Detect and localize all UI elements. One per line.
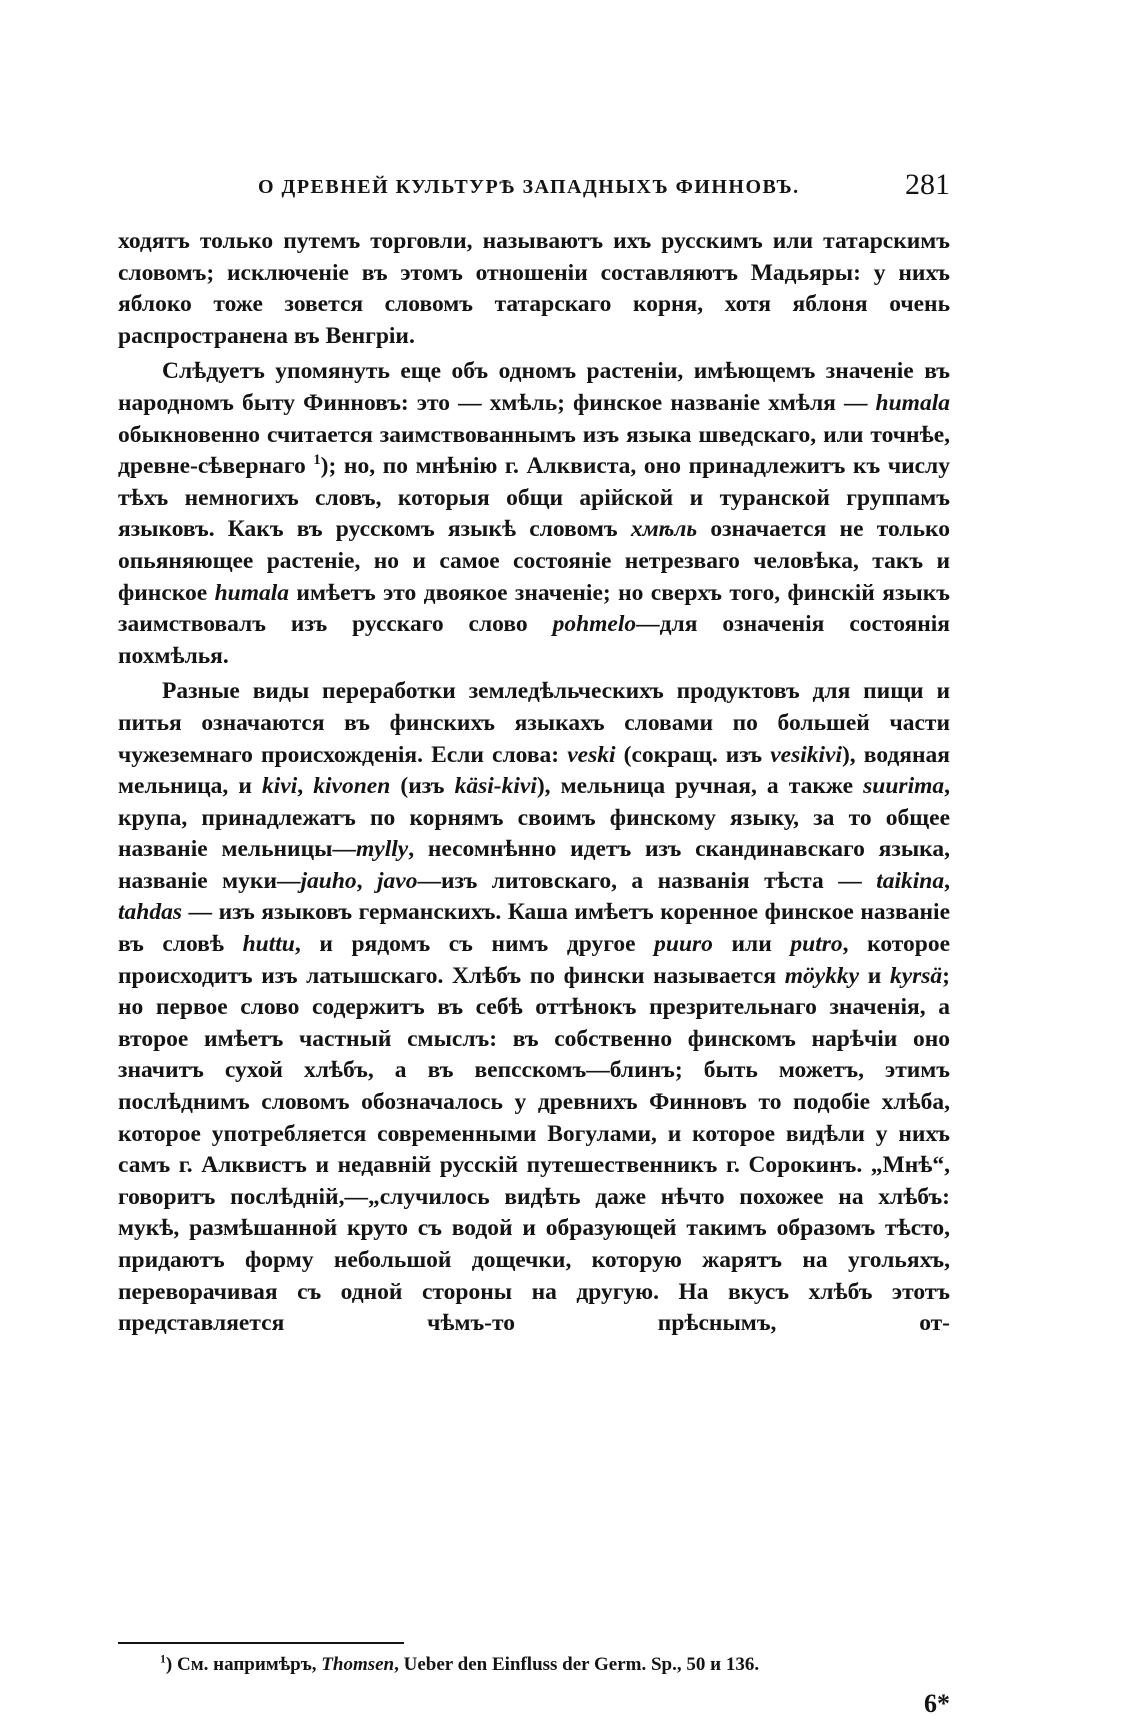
italic-term: хмѣль (630, 516, 698, 543)
signature-mark: 6* (924, 1689, 950, 1718)
footnote-rule (118, 1642, 404, 1644)
italic-term: veski (567, 741, 616, 768)
paragraph-text: ); но, по мнѣнію г. Алквиста, оно принадлежитъ къ числу тѣхъ немногихъ словъ, которыя общи арійской и туранской группамъ языковъ. Какъ въ русскомъ языкѣ словомъ (118, 453, 950, 543)
italic-term: käsi-kivi (454, 773, 537, 800)
paragraph-text: —изъ литовскаго, а названія тѣста — (417, 867, 877, 894)
italic-term: möykky (784, 962, 860, 989)
footnote-marker: 1 (160, 1652, 166, 1666)
paragraph-p2 (118, 356, 950, 672)
paragraph-text: (изъ (390, 773, 455, 800)
italic-term: suurima (863, 773, 945, 800)
italic-term: kyrsä (889, 962, 943, 989)
italic-term: taikina (876, 867, 945, 894)
footnote (160, 1652, 950, 1678)
paragraph-text: , крупа, принадлежатъ по корнямъ своимъ финскому языку, за то общее названіе мельницы— (118, 773, 951, 863)
paragraph-text: Слѣдуетъ упомянуть еще объ одномъ растеніи, имѣющемъ значеніе въ народномъ быту Финновъ: это — хмѣль; финское названіе хмѣля — (118, 358, 950, 416)
paragraph-text: , (944, 867, 951, 894)
italic-term: humala (875, 389, 950, 416)
paragraph-text: или (712, 931, 791, 958)
running-title: О ДРЕВНЕЙ КУЛЬТУРѢ ЗАПАДНЫХЪ ФИННОВЪ. (258, 176, 800, 198)
italic-term: mylly (355, 836, 409, 863)
italic-term: jauho (300, 867, 357, 894)
body-text (118, 226, 950, 1340)
footnote-text-after: , Ueber den Einfluss der Germ. Sp., 50 и 136. (394, 1654, 760, 1675)
paragraph-text: —для означенія состоянія похмѣлья. (118, 611, 950, 669)
paragraph-text: — изъ языковъ германскихъ. Каша имѣетъ коренное финское названіе въ словѣ (118, 899, 950, 958)
page-number: 281 (905, 168, 950, 201)
paragraph-text: , (356, 867, 378, 894)
paragraph-text: , которое происходитъ изъ латышскаго. Хлѣбъ по фински называется (118, 931, 951, 989)
footnote-reference: 1 (313, 452, 321, 469)
paragraph-text: и (859, 962, 890, 989)
paragraph-text: ), мельница ручная, а также (536, 773, 864, 800)
italic-term: kivonen (313, 773, 391, 800)
italic-term: puuro (654, 931, 713, 958)
paragraph-p1 (118, 226, 950, 352)
italic-term: putro (790, 931, 843, 958)
paragraph-text: Разные виды переработки земледѣльческихъ продуктовъ для пищи и питья означаются въ финскихъ языкахъ словами по большей части чужеземнаго происхожденія. Если слова: (118, 678, 950, 768)
paragraph-text: , несомнѣнно идетъ изъ скандинавскаго языка, названіе муки— (118, 836, 950, 894)
paragraph-text: обыкновенно считается заимствованнымъ изъ языка шведскаго, или точнѣе, древне-сѣвернаго (118, 421, 950, 480)
running-head (118, 168, 950, 208)
italic-term: javo (377, 867, 418, 894)
paragraph-text: ; но первое слово содержитъ въ себѣ оттѣнокъ презрительнаго значенія, а второе имѣетъ частный смыслъ: въ собственно финскомъ нарѣчіи оно значитъ сухой хлѣбъ, а въ вепсскомъ—блинъ; быть можетъ, этимъ послѣднимъ словомъ обозначалось у древнихъ Финновъ то подобіе хлѣба, которое употребляется современными Вогулами, и которое видѣли у нихъ самъ г. Алквистъ и недавній русскій путешественникъ г. Сорокинъ. „Мнѣ“, говоритъ послѣдній,—„случилось видѣть даже нѣчто похожее на хлѣбъ: мукѣ, размѣшанной круто съ водой и образующей такимъ образомъ тѣсто, придаютъ форму небольшой дощечки, которую жарятъ на угольяхъ, переворачивая съ одной стороны на другую. На вкусъ хлѣбъ этотъ представляется чѣмъ-то прѣснымъ, от- (118, 962, 950, 1337)
paragraph-p3 (118, 676, 950, 1339)
italic-term: vesikivi (770, 741, 842, 768)
italic-term: huttu (242, 931, 295, 958)
paragraph-text: (сокращ. изъ (615, 741, 771, 768)
footnote-text-before: См. напримѣръ, (172, 1654, 322, 1675)
italic-term: kivi (262, 773, 298, 800)
footnote-marker-suffix: ) (165, 1654, 173, 1675)
footnote-author: Thomsen (321, 1654, 395, 1675)
paragraph-text: имѣетъ это двоякое значеніе; но сверхъ того, финскій языкъ заимствовалъ изъ русскаго слово (118, 579, 950, 638)
paragraph-text: ходятъ только путемъ торговли, называютъ ихъ русскимъ или татарскимъ словомъ; исключеніе въ этомъ отношеніи составляютъ Мадьяры: у нихъ яблоко тоже зовется словомъ татарскаго корня, хотя яблоня очень распространена въ Венгріи. (118, 228, 950, 349)
italic-term: humala (214, 579, 290, 606)
paragraph-text: , (297, 773, 314, 800)
paragraph-text: , и рядомъ съ нимъ другое (294, 931, 655, 958)
paragraph-text: означается не только опьяняющее растеніе, но и самое состояніе нетрезваго человѣка, такъ и финское (118, 516, 950, 606)
italic-term: tahdas (118, 899, 182, 926)
paragraph-text: ), водяная мельница, и (118, 741, 950, 800)
italic-term: pohmelo (552, 611, 637, 638)
